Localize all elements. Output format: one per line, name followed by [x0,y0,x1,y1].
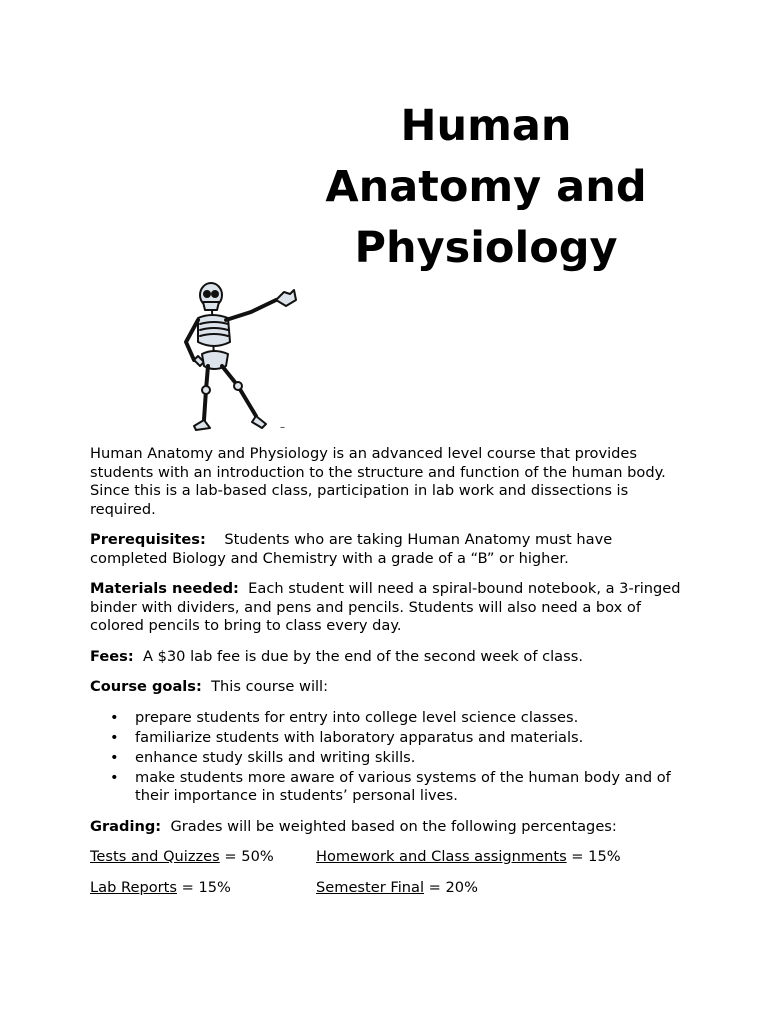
title-line-1: Human [400,101,572,151]
course-description [90,445,690,910]
grade-item-name: Lab Reports [90,879,177,896]
grade-item-name: Semester Final [316,879,425,896]
grading-text: Grades will be weighted based on the following percentages: [170,817,617,835]
list-item: • prepare students for entry into college level science classes. [135,709,690,728]
grading-label: Grading: [90,817,162,835]
grading-row [90,848,690,867]
materials-label: Materials needed: [90,580,239,597]
grade-weight [90,879,231,898]
title-line-3: Physiology [354,223,618,273]
grade-item-value: = 15% [566,848,621,865]
fees-label: Fees: [90,647,134,665]
goals-label: Course goals: [90,678,202,695]
grade-weight [316,848,621,867]
prerequisites-paragraph [90,531,690,568]
grade-item-name: Tests and Quizzes [90,848,220,865]
materials-text: Each student will need a spiral-bound notebook, a 3-ringed binder with dividers, and pens and pencils. Students will also need a box of colored pencils to bring to class every day. [90,580,681,634]
image-caption: – [280,422,285,433]
grading-paragraph [90,818,690,837]
grade-weight [90,848,274,867]
list-item: • enhance study skills and writing skills. [135,749,690,768]
fees-text: A $30 lab fee is due by the end of the second week of class. [142,647,583,665]
intro-paragraph: Human Anatomy and Physiology is an advanced level course that provides students with an introduction to the structure and function of the human body. Since this is a lab-based class, participation in lab work and dissections is required. [90,445,666,518]
grade-item-value: = 15% [176,879,231,896]
goals-text: This course will: [211,678,329,695]
prerequisites-text: Students who are taking Human Anatomy must have completed Biology and Chemistry with a grade of a “B” or higher. [90,531,613,567]
list-item: • make students more aware of various systems of the human body and of their importance in students’ personal lives. [135,769,690,806]
prerequisites-label: Prerequisites: [90,531,206,548]
goals-list [90,709,690,806]
grade-weight [316,879,478,898]
skeleton-icon [176,280,302,436]
grading-row [90,879,690,898]
grade-item-name: Homework and Class assignments [316,848,567,865]
list-item: • familiarize students with laboratory apparatus and materials. [135,729,690,748]
grade-item-value: = 20% [424,879,478,896]
goals-paragraph [90,678,690,697]
materials-paragraph [90,580,690,636]
page-title [300,96,672,279]
fees-paragraph [90,648,690,667]
title-line-2: Anatomy and [325,162,647,212]
grade-item-value: = 50% [219,848,274,865]
